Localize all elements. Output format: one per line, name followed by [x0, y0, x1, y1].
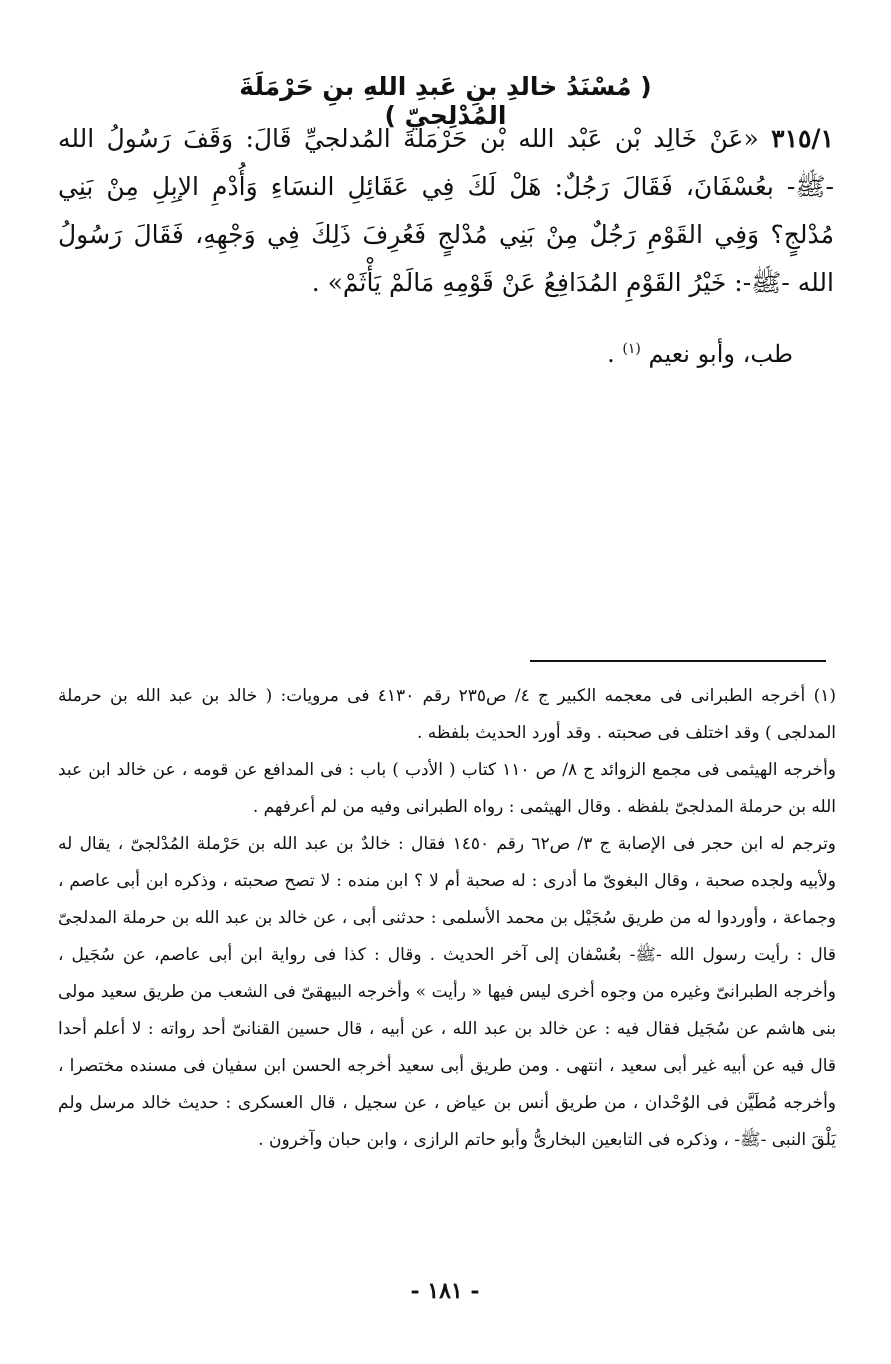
- footnote-reference: (١): [622, 341, 641, 357]
- footnote-paragraph: (١) أخرجه الطبرانى فى معجمه الكبير ج ٤/ ص٢٣٥ رقم ٤١٣٠ فى مرويات: ( خالد بن عبد الله بن حرملة المدلجى ) وقد اختلف فى صحبته . وقد أورد الحديث بلفظه .: [58, 686, 836, 743]
- footnote-paragraph: وترجم له ابن حجر فى الإصابة ج ٣/ ص٦٢ رقم ١٤٥٠ فقال : خالدٌ بن عبد الله بن حَرْملة المُدْلجىّ ، يقال له ولأبيه ولجده صحبة ، وقال البغوىّ ما أدرى : له صحبة أم لا ؟ ابن منده : لا تصح صحبته ، وذكره ابن أبى عاصم ، وجماعة ، وأوردوا له من طريق سُجَيْل بن محمد الأسلمى : حدثنى أبى ، عن خالد بن عبد الله بن حرملة المدلجىّ قال : رأيت رسول الله -ﷺ- بعُسْفان إلى آخر الحديث . وقال : كذا فى رواية ابن أبى عاصم، عن سُجَيل ، وأخرجه الطبرانىّ وغيره من وجوه أخرى ليس فيها « رأيت » وأخرجه البيهقىّ فى الشعب من طريق سعيد مولى بنى هاشم عن سُجَيل فقال فيه : عن خالد بن عبد الله ، عن أبيه ، قال حسين القنانىّ أحد رواته : لا أعلم أحدا قال فيه عن أبيه غير أبى سعيد ، انتهى . ومن طريق أبى سعيد أخرجه الحسن ابن سفيان فى مسنده مختصرا ، وأخرجه مُطَيَّن فى الوُحْدان ، من طريق أنس بن عياض ، عن سجيل ، قال العسكرى : حديث خالد مرسل ولم يَلْقَ النبى -ﷺ- ، وذكره فى التابعين البخارىُّ وأبو حاتم الرازى ، وابن حبان وآخرون .: [58, 834, 837, 1150]
- section-title: ( مُسْنَدُ خالدِ بنِ عَبدِ اللهِ بنِ حَرْمَلَةَ المُدْلِجيّ ): [239, 72, 652, 130]
- page-number: - ١٨١ -: [410, 1278, 480, 1304]
- hadith-entry: [58, 115, 834, 307]
- hadith-text: «عَنْ خَالِد بْن عَبْد الله بْن حَرْمَلَةَ المُدلجيِّ قَالَ: وَقَفَ رَسُولُ الله -ﷺ- بعُسْفَانَ، فَقَالَ رَجُلٌ: هَلْ لَكَ فِي عَقَائِلِ النسَاءِ وَأُدْمِ الإبِلِ مِنْ بَنِي مُدْلجٍ؟ وَفِي القَوْمِ رَجُلٌ مِنْ بَنِي مُدْلجٍ فَعُرِفَ ذَلِكَ فِي وَجْهِهِ، فَقَالَ رَسُولُ الله -ﷺ-: خَيْرُ القَوْمِ المُدَافِعُ عَنْ قَوْمِهِ مَالَمْ يَأْثَمْ» .: [58, 124, 834, 297]
- footnote-separator: [530, 660, 826, 662]
- source-text: طب، وأبو نعيم: [648, 340, 793, 368]
- footnotes: [58, 678, 836, 1159]
- source-end: .: [607, 340, 615, 368]
- source-attribution: [607, 340, 793, 368]
- footnote-paragraph: وأخرجه الهيثمى فى مجمع الزوائد ج ٨/ ص ١١٠ كتاب ( الأدب ) باب : فى المدافع عن قومه ، عن خالد ابن عبد الله بن حرملة المدلجىّ بلفظه . وقال الهيثمى : رواه الطبرانى وفيه من لم أعرفهم .: [58, 760, 836, 817]
- hadith-number: ٣١٥/١: [771, 124, 834, 153]
